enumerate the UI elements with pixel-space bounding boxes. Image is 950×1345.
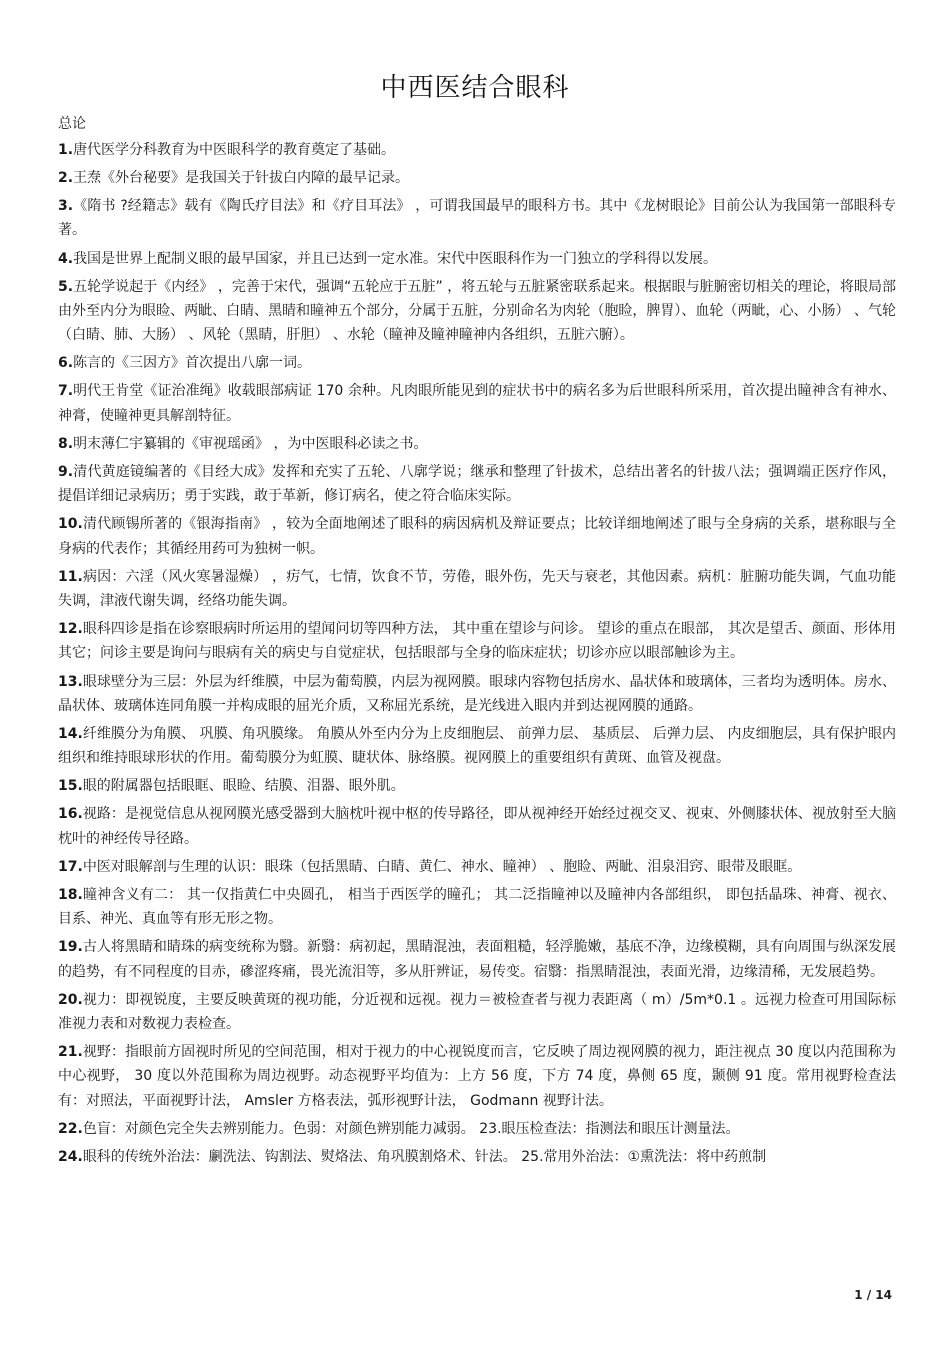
item-number: 21. (58, 1044, 83, 1061)
item-number: 9. (58, 463, 74, 480)
item-text: 视路：是视觉信息从视网膜光感受器到大脑枕叶视中枢的传导路径，即从视神经开始经过视交叉、视束、外侧膝状体、视放射至大脑枕叶的神经传导径路。 (58, 806, 896, 847)
item-number: 11. (58, 568, 83, 585)
item-number: 24. (58, 1148, 83, 1165)
item-number: 3. (58, 198, 74, 215)
item-text: 眼科的传统外治法：劆洗法、钩割法、熨烙法、角巩膜割烙术、针法。 25.常用外治法：①熏洗法：将中药煎制 (82, 1148, 767, 1165)
item-number: 1. (58, 142, 74, 158)
item-number: 20. (58, 991, 83, 1008)
paragraph-list (58, 138, 896, 1169)
item-text: 清代黄庭镜编著的《目经大成》发挥和充实了五轮、八廓学说；继承和整理了针拔术，总结出著名的针拔八法；强调端正医疗作风，提倡详细记录病历；勇于实践，敢于革新，修订病名，使之符合临床实际。 (58, 463, 896, 505)
item-text: 明末薄仁宇纂辑的《审视瑶函》 ，为中医眼科必读之书。 (73, 435, 428, 452)
item-number: 16. (58, 806, 83, 823)
item-text: 明代王肯堂《证治准绳》收载眼部病证 170 余种。凡肉眼所能见到的症状书中的病名多为后世眼科所采用，首次提出瞳神含有神水、神膏，使瞳神更具解剖特征。 (58, 383, 896, 424)
item-number: 22. (58, 1120, 83, 1137)
item-text: 病因：六淫（风火寒暑湿燥） ，疠气，七情，饮食不节，劳倦，眼外伤，先天与衰老，其他因素。病机：脏腑功能失调，气血功能失调，津液代谢失调，经络功能失调。 (58, 568, 896, 610)
paragraph-item (58, 138, 896, 162)
page-title: 中西医结合眼科 (380, 73, 570, 103)
paragraph-item (58, 1117, 896, 1141)
item-number: 17. (58, 858, 83, 875)
paragraph-item (58, 512, 896, 561)
item-number: 13. (58, 673, 83, 690)
item-text: 王焘《外台秘要》是我国关于针拔白内障的最早记录。 (73, 170, 410, 187)
item-text: 眼科四诊是指在诊察眼病时所运用的望闻问切等四种方法， 其中重在望诊与问诊。 望诊的重点在眼部， 其次是望舌、颜面、形体用其它；问诊主要是询问与眼病有关的病史与自觉症状，包括眼部与全身的临床症状；切诊亦应以眼部触诊为主。 (58, 621, 896, 662)
item-number: 10. (58, 516, 83, 533)
item-text: 视力：即视锐度，主要反映黄斑的视功能，分近视和远视。视力＝被检查者与视力表距离（ m）/5m*0.1 。远视力检查可用国际标准视力表和对数视力表检查。 (58, 991, 896, 1032)
item-text: 清代顾锡所著的《银海指南》 ，较为全面地阐述了眼科的病因病机及辩证要点；比较详细地阐述了眼与全身病的关系，堪称眼与全身病的代表作；其循经用药可为独树一帜。 (58, 516, 896, 557)
paragraph-item (58, 617, 896, 666)
item-number: 5. (58, 278, 74, 295)
section-heading: 总论 (58, 116, 86, 132)
paragraph-item (58, 275, 896, 348)
paragraph-item (58, 988, 896, 1037)
item-text: 唐代医学分科教育为中医眼科学的教育奠定了基础。 (73, 142, 396, 158)
item-number: 19. (58, 939, 83, 956)
item-text: 瞳神含义有二： 其一仅指黄仁中央圆孔， 相当于西医学的瞳孔； 其二泛指瞳神以及瞳神内各部组织， 即包括晶珠、神膏、视衣、目系、神光、真血等有形无形之物。 (58, 886, 896, 928)
paragraph-item (58, 670, 896, 719)
item-text: 纤维膜分为角膜、 巩膜、角巩膜缘。 角膜从外至内分为上皮细胞层、 前弹力层、 基质层、 后弹力层、 内皮细胞层，具有保护眼内组织和维持眼球形状的作用。葡萄膜分为虹膜、睫状体、脉络膜。视网膜上的重要组织有黄斑、血管及视盘。 (58, 725, 896, 767)
item-number: 12. (58, 621, 83, 638)
paragraph-item (58, 802, 896, 851)
paragraph-item (58, 1040, 896, 1113)
paragraph-item (58, 379, 896, 428)
item-text: 色盲：对颜色完全失去辨别能力。色弱：对颜色辨别能力减弱。 23.眼压检查法：指测法和眼压计测量法。 (82, 1120, 740, 1137)
item-text: 《隋书 ?经籍志》载有《陶氏疗目法》和《疗目耳法》 ，可谓我国最早的眼科方书。其中《龙树眼论》目前公认为我国第一部眼科专著。 (58, 198, 896, 239)
page-number: 1 / 14 (854, 1288, 892, 1302)
paragraph-item (58, 351, 896, 375)
item-number: 4. (58, 250, 74, 267)
paragraph-item (58, 855, 896, 879)
paragraph-item (58, 460, 896, 509)
paragraph-item (58, 935, 896, 984)
paragraph-item (58, 883, 896, 932)
item-text: 眼球壁分为三层：外层为纤维膜，中层为葡萄膜，内层为视网膜。眼球内容物包括房水、晶状体和玻璃体，三者均为透明体。房水、晶状体、玻璃体连同角膜一并构成眼的屈光介质，又称屈光系统，是光线进入眼内并到达视网膜的通路。 (58, 673, 896, 714)
item-text: 视野：指眼前方固视时所见的空间范围，相对于视力的中心视锐度而言，它反映了周边视网膜的视力，距注视点 30 度以内范围称为中心视野， 30 度以外范围称为周边视野。动态视野平均值为：上方 56 度，下方 74 度，鼻侧 65 度，颞侧 91 度。常用视野检查法有：对照法，平面视野计法， Amsler 方格表法，弧形视野计法， Godmann 视野计法。 (58, 1044, 896, 1109)
document-body (58, 113, 896, 1173)
item-text: 眼的附属器包括眼眶、眼睑、结膜、泪器、眼外肌。 (82, 778, 405, 795)
item-number: 6. (58, 355, 74, 372)
paragraph-item (58, 1145, 896, 1169)
paragraph-item (58, 247, 896, 271)
item-text: 五轮学说起于《内经》 ，完善于宋代，强调“五轮应于五脏” ，将五轮与五脏紧密联系起来。根据眼与脏腑密切相关的理论，将眼局部由外至内分为眼睑、两眦、白睛、黑睛和瞳神五个部分，分属于五脏，分别命名为肉轮（胞睑，脾胃）、血轮（两眦，心、小肠） 、气轮（白睛、肺、大肠） 、风轮（黑睛，肝胆） 、水轮（瞳神及瞳神瞳神内各组织，五脏六腑）。 (58, 278, 896, 344)
paragraph-item (58, 565, 896, 614)
paragraph-item (58, 432, 896, 456)
item-text: 我国是世界上配制义眼的最早国家，并且已达到一定水准。宋代中医眼科作为一门独立的学科得以发展。 (73, 250, 718, 267)
item-number: 8. (58, 435, 74, 452)
item-text: 陈言的《三因方》首次提出八廓一词。 (73, 355, 312, 372)
item-number: 15. (58, 778, 83, 795)
paragraph-item (58, 774, 896, 798)
item-text: 古人将黑睛和睛珠的病变统称为翳。新翳：病初起，黑睛混浊，表面粗糙，轻浮脆嫩，基底不净，边缘模糊，具有向周围与纵深发展的趋势，有不同程度的目赤，磣涩疼痛，畏光流泪等，多从肝辨证，易传变。宿翳：指黑睛混浊，表面光滑，边缘清稀，无发展趋势。 (58, 939, 896, 980)
item-number: 2. (58, 170, 74, 187)
item-number: 14. (58, 725, 83, 742)
item-number: 18. (58, 886, 83, 903)
item-number: 7. (58, 383, 74, 400)
paragraph-item (58, 166, 896, 190)
item-text: 中医对眼解剖与生理的认识：眼珠（包括黑睛、白睛、黄仁、神水、瞳神） 、胞睑、两眦、泪泉泪窍、眼带及眼眶。 (82, 858, 802, 875)
paragraph-item (58, 194, 896, 243)
paragraph-item (58, 722, 896, 771)
